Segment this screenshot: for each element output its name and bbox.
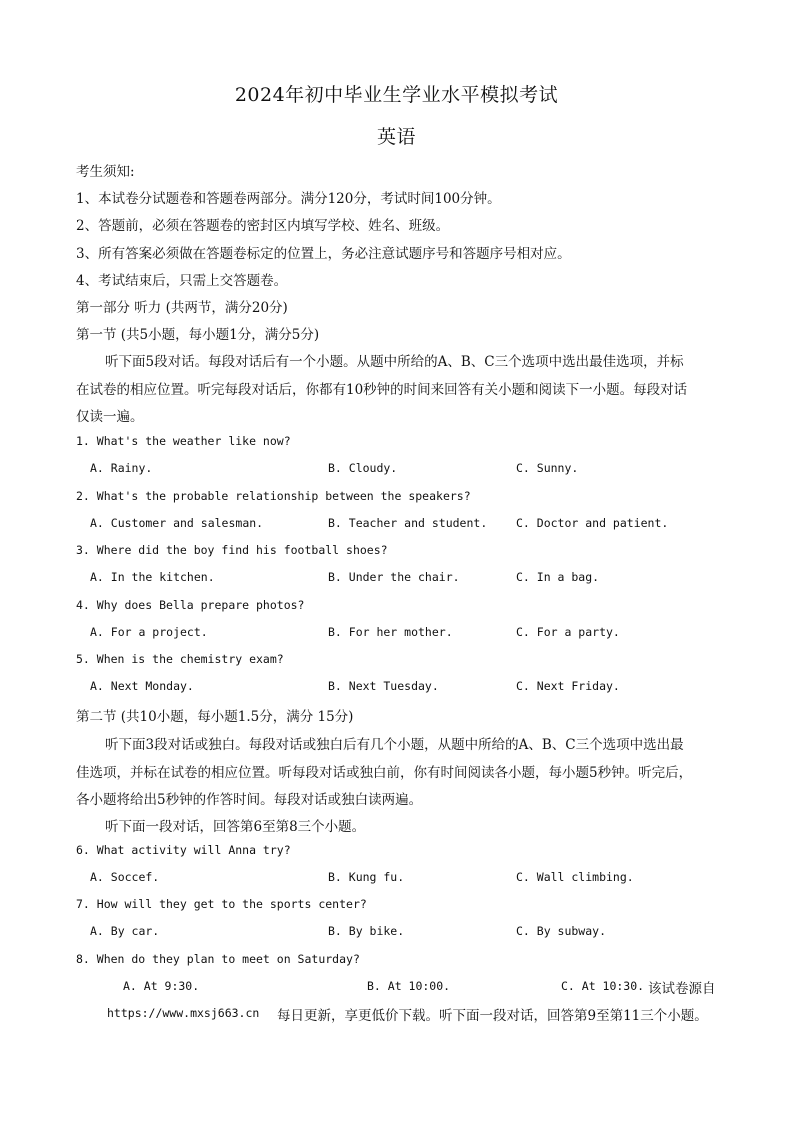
option-a: A. Rainy. (90, 461, 153, 475)
notice-item: 1、本试卷分试题卷和答题卷两部分。满分120分，考试时间100分钟。 (76, 191, 501, 207)
option-b: B. Next Tuesday. (328, 679, 439, 693)
section2-sub-instruction: 听下面一段对话，回答第6至第8三个小题。 (105, 819, 366, 835)
section1-instruction: 听下面5段对话。每段对话后有一个小题。从题中所给的A、B、C三个选项中选出最佳选项，并标 (105, 354, 684, 370)
option-a: A. For a project. (90, 625, 208, 639)
notice-item: 2、答题前，必须在答题卷的密封区内填写学校、姓名、班级。 (76, 218, 450, 234)
question-text: 7. How will they get to the sports center? (76, 897, 367, 911)
source-tail-text: 每日更新，享更低价下载。听下面一段对话，回答第9至第11三个小题。 (277, 1008, 708, 1024)
option-a: A. Soccef. (90, 870, 160, 884)
option-c: C. At 10:30. (561, 979, 645, 993)
option-b: B. Cloudy. (328, 461, 398, 475)
option-c: C. For a party. (516, 625, 620, 639)
section2-instruction: 听下面3段对话或独白。每段对话或独白后有几个小题，从题中所给的A、B、C三个选项中选出最 (105, 737, 684, 753)
notice-item: 3、所有答案必须做在答题卷标定的位置上，务必注意试题序号和答题序号相对应。 (76, 246, 571, 262)
section2-heading: 第二节 (共10小题，每小题1.5分，满分 15分) (76, 709, 354, 725)
option-a: A. Customer and salesman. (90, 516, 264, 530)
subject-title: 英语 (376, 126, 416, 148)
question-text: 1. What's the weather like now? (76, 434, 291, 448)
option-c: C. Sunny. (516, 461, 579, 475)
option-a: A. At 9:30. (123, 979, 200, 993)
section1-instruction: 在试卷的相应位置。听完每段对话后，你都有10秒钟的时间来回答有关小题和阅读下一小题。每段对话 (76, 382, 688, 398)
option-c: C. Wall climbing. (516, 870, 634, 884)
source-url-link[interactable]: https://www.mxsj663.cn (107, 1006, 260, 1020)
option-c: C. In a bag. (516, 570, 600, 584)
section2-instruction: 佳选项，并标在试卷的相应位置。听每段对话或独白前，你有时间阅读各小题，每小题5秒钟。听完后， (76, 765, 693, 781)
section2-instruction: 各小题将给出5秒钟的作答时间。每段对话或独白读两遍。 (76, 792, 423, 808)
option-b: B. At 10:00. (367, 979, 451, 993)
option-a: A. In the kitchen. (90, 570, 215, 584)
question-text: 2. What's the probable relationship between the speakers? (76, 489, 471, 503)
section1-heading: 第一节 (共5小题，每小题1分，满分5分) (76, 327, 320, 343)
notice-heading: 考生须知: (76, 164, 135, 180)
part1-heading: 第一部分 听力 (共两节，满分20分) (76, 300, 288, 316)
source-note: 该试卷源自 (648, 981, 716, 997)
notice-item: 4、考试结束后，只需上交答题卷。 (76, 273, 288, 289)
option-b: B. For her mother. (328, 625, 453, 639)
exam-title: 2024年初中毕业生学业水平模拟考试 (234, 84, 559, 106)
option-b: B. Kung fu. (328, 870, 405, 884)
option-c: C. Next Friday. (516, 679, 620, 693)
option-b: B. By bike. (328, 924, 405, 938)
question-text: 3. Where did the boy find his football shoes? (76, 543, 388, 557)
option-c: C. Doctor and patient. (516, 516, 669, 530)
question-text: 4. Why does Bella prepare photos? (76, 598, 305, 612)
question-text: 8. When do they plan to meet on Saturday? (76, 952, 360, 966)
question-text: 5. When is the chemistry exam? (76, 652, 284, 666)
option-a: A. Next Monday. (90, 679, 194, 693)
option-b: B. Teacher and student. (328, 516, 488, 530)
section1-instruction: 仅读一遍。 (76, 409, 144, 425)
option-c: C. By subway. (516, 924, 607, 938)
option-b: B. Under the chair. (328, 570, 460, 584)
question-text: 6. What activity will Anna try? (76, 843, 291, 857)
option-a: A. By car. (90, 924, 160, 938)
